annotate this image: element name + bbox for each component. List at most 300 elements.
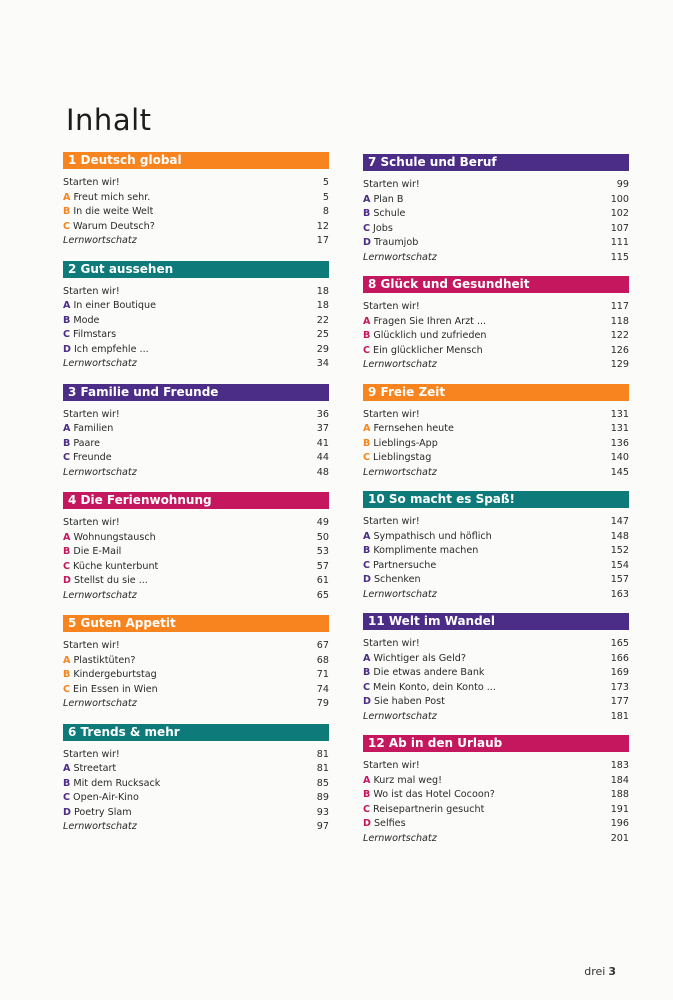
- entry-text: Starten wir!: [363, 760, 420, 771]
- entry-page-number: 18: [316, 285, 329, 297]
- entry-label: [363, 437, 438, 452]
- entry-label: [63, 234, 137, 249]
- entry-label: [63, 820, 137, 835]
- entry-label: [363, 559, 436, 574]
- toc-entry[interactable]: [63, 820, 329, 835]
- toc-section: [63, 384, 329, 481]
- entry-label: [363, 681, 496, 696]
- entry-page-number: 29: [316, 343, 329, 355]
- entry-label: [63, 176, 120, 191]
- entry-label: [363, 588, 437, 603]
- toc-entry[interactable]: [363, 408, 629, 423]
- entry-letter: B: [63, 437, 71, 449]
- toc-entry[interactable]: [363, 329, 629, 344]
- entry-label: [63, 357, 137, 372]
- toc-entry[interactable]: [363, 437, 629, 452]
- entry-label: [363, 329, 486, 344]
- entry-page-number: 117: [610, 301, 629, 312]
- entry-text: Lernwortschatz: [63, 466, 137, 478]
- entry-label: [363, 222, 393, 237]
- toc-entry[interactable]: [363, 466, 629, 481]
- entry-page-number: 81: [316, 748, 329, 760]
- entry-label: [363, 637, 420, 652]
- entry-label: [63, 343, 149, 358]
- toc-entry[interactable]: [363, 817, 629, 832]
- toc-entry[interactable]: [63, 314, 329, 329]
- entry-label: [63, 545, 121, 560]
- entry-text: Partnersuche: [373, 559, 437, 571]
- entry-text: Open-Air-Kino: [73, 792, 139, 803]
- entry-text: Lernwortschatz: [363, 832, 437, 844]
- entry-label: [63, 806, 132, 821]
- entry-page-number: 100: [610, 193, 629, 205]
- toc-entry[interactable]: [363, 344, 629, 359]
- entry-text: Lernwortschatz: [363, 359, 437, 370]
- entry-letter: A: [63, 531, 71, 543]
- toc-entry[interactable]: [363, 710, 629, 725]
- toc-entry[interactable]: [363, 530, 629, 545]
- entry-label: [63, 205, 153, 220]
- entry-text: Traumjob: [373, 237, 419, 248]
- toc-entry[interactable]: [63, 422, 329, 437]
- entry-text: Die etwas andere Bank: [373, 667, 485, 678]
- toc-entry[interactable]: [363, 178, 629, 193]
- entry-letter: B: [63, 777, 71, 789]
- entry-label: [63, 451, 112, 466]
- entry-letter: B: [363, 208, 371, 219]
- toc-entry[interactable]: [363, 652, 629, 667]
- toc-entry[interactable]: [363, 803, 629, 818]
- entry-page-number: 183: [610, 760, 629, 771]
- entry-text: Streetart: [73, 763, 117, 774]
- toc-entry[interactable]: [363, 358, 629, 373]
- entry-text: Filmstars: [73, 329, 117, 340]
- entry-letter: C: [63, 329, 71, 340]
- entry-label: [63, 697, 137, 712]
- entry-letter: A: [363, 652, 371, 664]
- entry-page-number: 201: [610, 832, 629, 844]
- entry-text: Starten wir!: [63, 517, 120, 528]
- entry-text: Starten wir!: [63, 285, 120, 297]
- entry-label: [363, 193, 403, 208]
- entry-page-number: 49: [316, 517, 329, 528]
- entry-text: Sie haben Post: [373, 696, 445, 707]
- entry-page-number: 81: [316, 763, 329, 774]
- toc-section: [63, 492, 329, 603]
- entry-letter: B: [363, 789, 371, 800]
- toc-section: [363, 154, 629, 265]
- toc-entry[interactable]: [63, 574, 329, 589]
- toc-entry[interactable]: [363, 759, 629, 774]
- toc-entry[interactable]: [63, 191, 329, 206]
- section-header[interactable]: 4 Die Ferienwohnung: [63, 492, 329, 509]
- entry-page-number: 97: [316, 821, 329, 832]
- entry-label: [363, 178, 420, 193]
- entry-label: [63, 777, 160, 792]
- entry-text: Mein Konto, dein Konto ...: [373, 681, 496, 693]
- entry-page-number: 184: [610, 774, 629, 786]
- entry-label: [63, 531, 156, 546]
- entry-label: [363, 251, 437, 266]
- toc-entry[interactable]: [63, 697, 329, 712]
- section-header[interactable]: 12 Ab in den Urlaub: [363, 735, 629, 752]
- toc-entry[interactable]: [363, 515, 629, 530]
- entry-letter: D: [63, 343, 71, 355]
- page-title: Inhalt: [66, 103, 152, 138]
- toc-entry[interactable]: [63, 466, 329, 481]
- toc-entry[interactable]: [363, 681, 629, 696]
- entry-page-number: 5: [322, 177, 329, 188]
- entry-page-number: 165: [610, 638, 629, 649]
- toc-entry[interactable]: [363, 774, 629, 789]
- entry-letter: C: [63, 452, 71, 463]
- entry-page-number: 140: [610, 452, 629, 463]
- entry-letter: A: [363, 315, 371, 327]
- toc-entry[interactable]: [363, 544, 629, 559]
- entry-page-number: 89: [316, 792, 329, 803]
- toc-entry[interactable]: [363, 422, 629, 437]
- section-header[interactable]: 10 So macht es Spaß!: [363, 491, 629, 508]
- entry-page-number: 173: [610, 681, 629, 693]
- entry-text: Lieblingstag: [373, 452, 432, 463]
- section-header[interactable]: 5 Guten Appetit: [63, 615, 329, 632]
- entry-page-number: 65: [316, 589, 329, 601]
- toc-entry[interactable]: [63, 748, 329, 763]
- entry-label: [63, 328, 116, 343]
- entry-text: Lieblings-App: [373, 437, 438, 449]
- entry-text: Ein Essen in Wien: [73, 683, 158, 695]
- entry-page-number: 50: [316, 531, 329, 543]
- toc-section: [63, 615, 329, 712]
- entry-page-number: 157: [610, 574, 629, 585]
- entry-label: [363, 408, 420, 423]
- toc-entry[interactable]: [363, 222, 629, 237]
- entry-letter: D: [363, 696, 371, 707]
- toc-entry[interactable]: [363, 559, 629, 574]
- entry-page-number: 136: [610, 437, 629, 449]
- entry-letter: B: [63, 206, 71, 217]
- toc-entry[interactable]: [63, 668, 329, 683]
- entry-page-number: 126: [610, 344, 629, 356]
- entry-page-number: 5: [322, 191, 329, 203]
- entry-label: [363, 774, 442, 789]
- entry-letter: C: [363, 559, 371, 571]
- entry-text: Starten wir!: [363, 638, 420, 649]
- toc-section: [63, 724, 329, 835]
- entry-label: [363, 300, 420, 315]
- entry-letter: B: [363, 437, 371, 449]
- entry-letter: B: [63, 314, 71, 326]
- entry-letter: A: [363, 193, 371, 205]
- toc-entry[interactable]: [63, 437, 329, 452]
- entry-text: Warum Deutsch?: [73, 220, 155, 232]
- toc-entry[interactable]: [63, 328, 329, 343]
- section-header[interactable]: 7 Schule und Beruf: [363, 154, 629, 171]
- entry-page-number: 34: [316, 358, 329, 369]
- entry-label: [63, 314, 99, 329]
- toc-entry[interactable]: [363, 300, 629, 315]
- entry-text: Plastiktüten?: [73, 654, 136, 666]
- toc-entry[interactable]: [363, 315, 629, 330]
- entry-label: [363, 207, 405, 222]
- toc-entry[interactable]: [63, 654, 329, 669]
- entry-label: [363, 315, 486, 330]
- entry-page-number: 57: [316, 560, 329, 572]
- section-header[interactable]: 6 Trends & mehr: [63, 724, 329, 741]
- section-header[interactable]: 11 Welt im Wandel: [363, 613, 629, 630]
- entry-page-number: 41: [316, 437, 329, 449]
- entry-label: [363, 451, 431, 466]
- entry-letter: C: [363, 344, 371, 356]
- entry-text: In die weite Welt: [73, 206, 154, 217]
- entry-letter: D: [63, 806, 71, 818]
- entry-page-number: 61: [316, 575, 329, 586]
- toc-entry[interactable]: [363, 451, 629, 466]
- entry-page-number: 36: [316, 408, 329, 420]
- entry-label: [63, 437, 100, 452]
- entry-page-number: 44: [316, 452, 329, 463]
- entry-text: Wichtiger als Geld?: [373, 652, 466, 664]
- entry-label: [63, 220, 155, 235]
- toc-entry[interactable]: [63, 176, 329, 191]
- entry-letter: A: [63, 300, 71, 311]
- entry-page-number: 154: [610, 559, 629, 571]
- toc-entry[interactable]: [363, 588, 629, 603]
- entry-text: Jobs: [373, 222, 393, 234]
- entry-label: [63, 408, 120, 423]
- toc-entry[interactable]: [63, 639, 329, 654]
- entry-page-number: 188: [610, 789, 629, 800]
- entry-label: [63, 654, 135, 669]
- toc-entry[interactable]: [63, 451, 329, 466]
- toc-entry[interactable]: [63, 220, 329, 235]
- entry-text: Freunde: [73, 452, 112, 463]
- section-header[interactable]: 2 Gut aussehen: [63, 261, 329, 278]
- entry-text: Starten wir!: [363, 301, 420, 312]
- entry-page-number: 102: [610, 208, 629, 219]
- entry-label: [363, 710, 437, 725]
- entry-page-number: 191: [610, 803, 629, 815]
- toc-entry[interactable]: [63, 357, 329, 372]
- entry-letter: A: [363, 423, 371, 434]
- toc-entry[interactable]: [363, 695, 629, 710]
- entry-text: Starten wir!: [63, 408, 120, 420]
- entry-page-number: 115: [610, 251, 629, 263]
- entry-label: [63, 560, 158, 575]
- entry-page-number: 196: [610, 818, 629, 829]
- entry-page-number: 93: [316, 806, 329, 818]
- entry-text: Starten wir!: [63, 640, 120, 651]
- entry-label: [63, 748, 120, 763]
- entry-label: [363, 788, 495, 803]
- entry-label: [363, 544, 478, 559]
- entry-text: Plan B: [373, 193, 404, 205]
- entry-page-number: 122: [610, 330, 629, 341]
- entry-letter: C: [63, 683, 71, 695]
- entry-letter: D: [63, 575, 71, 586]
- entry-label: [63, 299, 156, 314]
- entry-text: Fernsehen heute: [373, 423, 454, 434]
- entry-page-number: 152: [610, 545, 629, 556]
- entry-page-number: 48: [316, 466, 329, 478]
- entry-page-number: 18: [316, 300, 329, 311]
- toc-entry[interactable]: [63, 806, 329, 821]
- section-header[interactable]: 8 Glück und Gesundheit: [363, 276, 629, 293]
- entry-page-number: 12: [316, 220, 329, 232]
- entry-text: Freut mich sehr.: [73, 191, 151, 203]
- entry-page-number: 79: [316, 698, 329, 709]
- entry-page-number: 147: [610, 516, 629, 527]
- entry-page-number: 131: [610, 423, 629, 434]
- toc-entry[interactable]: [363, 666, 629, 681]
- entry-text: Stellst du sie ...: [73, 575, 148, 586]
- page-number-word: drei: [584, 965, 606, 978]
- toc-section: [63, 152, 329, 249]
- toc-entry[interactable]: [63, 777, 329, 792]
- entry-label: [363, 759, 420, 774]
- entry-page-number: 37: [316, 423, 329, 434]
- entry-text: Starten wir!: [363, 408, 420, 420]
- toc-section: [363, 491, 629, 602]
- entry-page-number: 8: [322, 206, 329, 217]
- entry-letter: B: [363, 330, 371, 341]
- toc-entry[interactable]: [63, 285, 329, 300]
- toc-entry[interactable]: [63, 516, 329, 531]
- entry-text: Schenken: [373, 574, 421, 585]
- toc-entry[interactable]: [63, 408, 329, 423]
- entry-page-number: 131: [610, 408, 629, 420]
- entry-text: Starten wir!: [63, 748, 120, 760]
- entry-label: [63, 285, 120, 300]
- section-header[interactable]: 1 Deutsch global: [63, 152, 329, 169]
- toc-section: [363, 384, 629, 481]
- toc-column-right: [363, 154, 629, 857]
- entry-page-number: 22: [316, 314, 329, 326]
- entry-letter: B: [363, 667, 371, 678]
- entry-page-number: 148: [610, 530, 629, 542]
- toc-entry[interactable]: [63, 531, 329, 546]
- entry-label: [363, 422, 454, 437]
- toc-entry[interactable]: [63, 560, 329, 575]
- entry-page-number: 111: [610, 237, 629, 248]
- entry-text: Paare: [73, 437, 101, 449]
- toc-entry[interactable]: [63, 762, 329, 777]
- toc-section: [363, 613, 629, 724]
- entry-label: [363, 666, 485, 681]
- toc-entry[interactable]: [63, 205, 329, 220]
- entry-page-number: 177: [610, 696, 629, 707]
- entry-text: In einer Boutique: [73, 300, 156, 311]
- entry-text: Wohnungstausch: [73, 531, 156, 543]
- entry-letter: D: [363, 237, 371, 248]
- toc-entry[interactable]: [363, 573, 629, 588]
- toc-entry[interactable]: [63, 683, 329, 698]
- entry-page-number: 118: [610, 315, 629, 327]
- entry-letter: D: [363, 574, 371, 585]
- section-header[interactable]: 9 Freie Zeit: [363, 384, 629, 401]
- entry-text: Wo ist das Hotel Cocoon?: [373, 789, 495, 800]
- entry-text: Ich empfehle ...: [73, 343, 149, 355]
- entry-label: [63, 574, 148, 589]
- entry-label: [63, 516, 120, 531]
- entry-label: [63, 639, 120, 654]
- entry-label: [363, 466, 437, 481]
- entry-label: [363, 817, 406, 832]
- entry-text: Mit dem Rucksack: [73, 777, 161, 789]
- toc-entry[interactable]: [363, 207, 629, 222]
- toc-entry[interactable]: [63, 234, 329, 249]
- entry-page-number: 99: [616, 179, 629, 190]
- entry-text: Starten wir!: [63, 177, 120, 188]
- entry-text: Selfies: [373, 818, 406, 829]
- toc-section: [363, 735, 629, 846]
- entry-label: [63, 668, 157, 683]
- page-footer: [584, 965, 616, 978]
- toc-entry[interactable]: [63, 791, 329, 806]
- section-header[interactable]: 3 Familie und Freunde: [63, 384, 329, 401]
- entry-label: [363, 344, 483, 359]
- toc-entry[interactable]: [363, 236, 629, 251]
- entry-text: Lernwortschatz: [363, 588, 437, 600]
- entry-letter: A: [363, 530, 371, 542]
- toc-entry[interactable]: [63, 545, 329, 560]
- toc-entry[interactable]: [363, 637, 629, 652]
- entry-page-number: 166: [610, 652, 629, 664]
- entry-page-number: 85: [316, 777, 329, 789]
- toc-section: [63, 261, 329, 372]
- toc-entry[interactable]: [363, 832, 629, 847]
- entry-text: Fragen Sie Ihren Arzt ...: [373, 315, 487, 327]
- toc-entry[interactable]: [63, 589, 329, 604]
- entry-text: Lernwortschatz: [363, 466, 437, 478]
- entry-text: Schule: [373, 208, 406, 219]
- entry-label: [63, 762, 116, 777]
- entry-letter: B: [63, 546, 71, 557]
- entry-label: [363, 695, 445, 710]
- entry-letter: C: [363, 452, 371, 463]
- entry-text: Küche kunterbunt: [73, 560, 159, 572]
- entry-text: Glücklich und zufrieden: [373, 330, 487, 341]
- entry-text: Lernwortschatz: [363, 251, 437, 263]
- entry-label: [63, 466, 137, 481]
- entry-text: Starten wir!: [363, 179, 420, 190]
- entry-letter: C: [63, 220, 71, 232]
- toc-entry[interactable]: [363, 193, 629, 208]
- entry-text: Komplimente machen: [373, 545, 479, 556]
- entry-page-number: 145: [610, 466, 629, 478]
- entry-text: Lernwortschatz: [63, 589, 137, 601]
- toc-entry[interactable]: [63, 299, 329, 314]
- entry-text: Kurz mal weg!: [373, 774, 442, 786]
- entry-letter: A: [63, 763, 71, 774]
- entry-label: [363, 803, 484, 818]
- entry-letter: A: [363, 774, 371, 786]
- entry-text: Lernwortschatz: [363, 710, 437, 722]
- toc-entry[interactable]: [63, 343, 329, 358]
- entry-label: [363, 358, 437, 373]
- toc-entry[interactable]: [363, 788, 629, 803]
- entry-label: [363, 832, 437, 847]
- entry-letter: C: [63, 792, 71, 803]
- entry-label: [363, 573, 421, 588]
- toc-entry[interactable]: [363, 251, 629, 266]
- entry-letter: A: [63, 423, 71, 434]
- entry-text: Lernwortschatz: [63, 358, 137, 369]
- entry-text: Familien: [73, 423, 114, 434]
- entry-label: [63, 191, 150, 206]
- entry-letter: C: [363, 222, 371, 234]
- entry-text: Reisepartnerin gesucht: [373, 803, 485, 815]
